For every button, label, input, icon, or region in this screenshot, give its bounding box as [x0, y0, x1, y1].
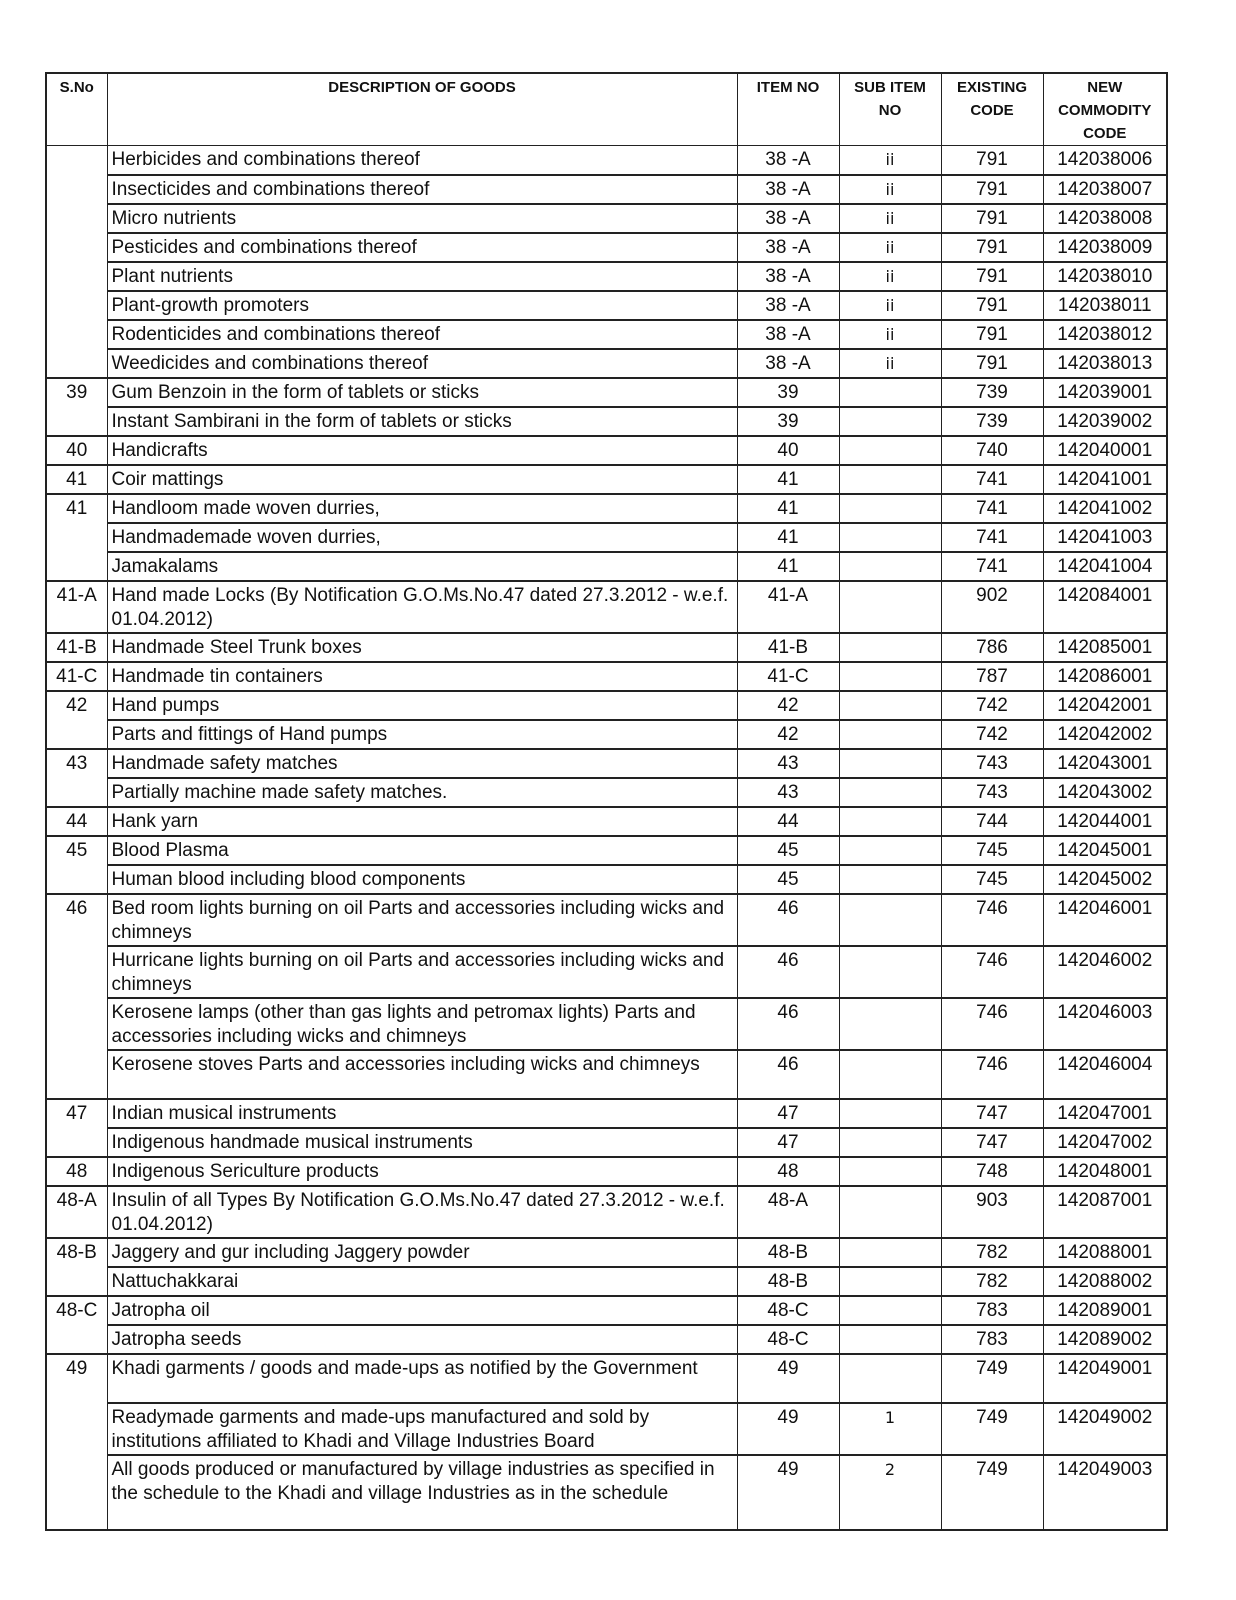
cell-sno: 48	[46, 1157, 107, 1186]
cell-description: Partially machine made safety matches.	[107, 778, 737, 807]
cell-item-no: 45	[737, 865, 839, 894]
cell-existing-code: 791	[941, 291, 1043, 320]
cell-description: Handmade safety matches	[107, 749, 737, 778]
commodity-code-table	[45, 72, 1168, 1531]
cell-new-commodity-code: 142042001	[1043, 691, 1167, 720]
cell-new-commodity-code: 142038006	[1043, 146, 1167, 175]
cell-item-no: 38 -A	[737, 175, 839, 204]
cell-sno: 49	[46, 1354, 107, 1403]
cell-description: Pesticides and combinations thereof	[107, 233, 737, 262]
cell-description: Bed room lights burning on oil Parts and accessories including wicks and chimneys	[107, 894, 737, 946]
cell-existing-code: 741	[941, 465, 1043, 494]
table-row	[46, 836, 1167, 865]
cell-description: Indigenous handmade musical instruments	[107, 1128, 737, 1157]
cell-new-commodity-code: 142043002	[1043, 778, 1167, 807]
cell-new-commodity-code: 142046002	[1043, 946, 1167, 998]
cell-item-no: 38 -A	[737, 146, 839, 175]
table-row	[46, 865, 1167, 894]
cell-sub-item-no	[839, 1354, 941, 1403]
cell-existing-code: 791	[941, 349, 1043, 378]
cell-existing-code: 744	[941, 807, 1043, 836]
cell-item-no: 46	[737, 894, 839, 946]
cell-sub-item-no	[839, 894, 941, 946]
table-row	[46, 807, 1167, 836]
cell-sno	[46, 233, 107, 262]
cell-description: Indian musical instruments	[107, 1099, 737, 1128]
cell-sno: 41-B	[46, 633, 107, 662]
cell-item-no: 48-C	[737, 1296, 839, 1325]
cell-item-no: 38 -A	[737, 291, 839, 320]
table-row	[46, 633, 1167, 662]
table-body	[46, 146, 1167, 1530]
cell-sno	[46, 865, 107, 894]
cell-existing-code: 787	[941, 662, 1043, 691]
cell-sub-item-no: ii	[839, 291, 941, 320]
cell-sno: 41	[46, 465, 107, 494]
cell-sno: 48-C	[46, 1296, 107, 1325]
cell-existing-code: 903	[941, 1186, 1043, 1238]
cell-description: Jamakalams	[107, 552, 737, 581]
cell-item-no: 43	[737, 749, 839, 778]
cell-new-commodity-code: 142088001	[1043, 1238, 1167, 1267]
table-row	[46, 1296, 1167, 1325]
cell-sno: 39	[46, 378, 107, 407]
cell-sno	[46, 778, 107, 807]
cell-description: Parts and fittings of Hand pumps	[107, 720, 737, 749]
table-row	[46, 1354, 1167, 1403]
cell-description: Handmade tin containers	[107, 662, 737, 691]
cell-sub-item-no	[839, 1267, 941, 1296]
cell-sub-item-no: 2	[839, 1455, 941, 1530]
cell-sub-item-no	[839, 749, 941, 778]
cell-sno: 44	[46, 807, 107, 836]
cell-sno: 48-B	[46, 1238, 107, 1267]
cell-item-no: 39	[737, 378, 839, 407]
cell-item-no: 46	[737, 946, 839, 998]
cell-item-no: 41	[737, 494, 839, 523]
cell-description: Hank yarn	[107, 807, 737, 836]
cell-item-no: 49	[737, 1455, 839, 1530]
cell-item-no: 42	[737, 720, 839, 749]
cell-sub-item-no	[839, 378, 941, 407]
cell-description: Coir mattings	[107, 465, 737, 494]
cell-existing-code: 741	[941, 523, 1043, 552]
cell-new-commodity-code: 142088002	[1043, 1267, 1167, 1296]
cell-new-commodity-code: 142044001	[1043, 807, 1167, 836]
cell-sub-item-no	[839, 633, 941, 662]
cell-sno	[46, 1325, 107, 1354]
cell-sno	[46, 720, 107, 749]
cell-description: Handicrafts	[107, 436, 737, 465]
table-row	[46, 1186, 1167, 1238]
cell-new-commodity-code: 142045001	[1043, 836, 1167, 865]
table-row	[46, 778, 1167, 807]
cell-new-commodity-code: 142039002	[1043, 407, 1167, 436]
cell-existing-code: 791	[941, 204, 1043, 233]
table-row	[46, 1050, 1167, 1099]
table-row	[46, 1157, 1167, 1186]
cell-sno: 46	[46, 894, 107, 946]
table-row	[46, 291, 1167, 320]
cell-item-no: 41	[737, 523, 839, 552]
cell-existing-code: 739	[941, 378, 1043, 407]
table-header	[46, 73, 1167, 146]
table-row	[46, 662, 1167, 691]
table-row	[46, 1267, 1167, 1296]
cell-new-commodity-code: 142040001	[1043, 436, 1167, 465]
cell-new-commodity-code: 142046003	[1043, 998, 1167, 1050]
cell-existing-code: 746	[941, 946, 1043, 998]
cell-existing-code: 740	[941, 436, 1043, 465]
cell-existing-code: 739	[941, 407, 1043, 436]
cell-description: Micro nutrients	[107, 204, 737, 233]
cell-description: Khadi garments / goods and made-ups as notified by the Government	[107, 1354, 737, 1403]
cell-item-no: 42	[737, 691, 839, 720]
cell-new-commodity-code: 142041003	[1043, 523, 1167, 552]
cell-existing-code: 791	[941, 262, 1043, 291]
cell-existing-code: 783	[941, 1296, 1043, 1325]
cell-existing-code: 741	[941, 552, 1043, 581]
cell-sub-item-no	[839, 662, 941, 691]
cell-sub-item-no: ii	[839, 204, 941, 233]
cell-sub-item-no: ii	[839, 146, 941, 175]
cell-sno	[46, 1403, 107, 1455]
cell-existing-code: 747	[941, 1128, 1043, 1157]
cell-sno	[46, 552, 107, 581]
cell-new-commodity-code: 142043001	[1043, 749, 1167, 778]
cell-sno: 48-A	[46, 1186, 107, 1238]
table-row	[46, 320, 1167, 349]
cell-sub-item-no: ii	[839, 175, 941, 204]
table-row	[46, 946, 1167, 998]
header-sno: S.No	[46, 73, 107, 146]
cell-item-no: 41	[737, 465, 839, 494]
table-row	[46, 691, 1167, 720]
cell-new-commodity-code: 142038009	[1043, 233, 1167, 262]
cell-item-no: 49	[737, 1403, 839, 1455]
cell-sno	[46, 262, 107, 291]
cell-new-commodity-code: 142049003	[1043, 1455, 1167, 1530]
cell-description: Kerosene lamps (other than gas lights and petromax lights) Parts and accessories including wicks and chimneys	[107, 998, 737, 1050]
header-new-commodity-code: NEW COMMODITY CODE	[1043, 73, 1167, 146]
table-row	[46, 1455, 1167, 1530]
cell-sub-item-no	[839, 1128, 941, 1157]
cell-sub-item-no	[839, 836, 941, 865]
cell-description: Jatropha seeds	[107, 1325, 737, 1354]
cell-sno: 40	[46, 436, 107, 465]
table-row	[46, 349, 1167, 378]
cell-description: Indigenous Sericulture products	[107, 1157, 737, 1186]
cell-existing-code: 743	[941, 749, 1043, 778]
header-description: DESCRIPTION OF GOODS	[107, 73, 737, 146]
cell-item-no: 40	[737, 436, 839, 465]
header-sub-item-no: SUB ITEM NO	[839, 73, 941, 146]
cell-new-commodity-code: 142038010	[1043, 262, 1167, 291]
cell-new-commodity-code: 142038013	[1043, 349, 1167, 378]
cell-item-no: 48-B	[737, 1267, 839, 1296]
cell-sno	[46, 175, 107, 204]
cell-description: Kerosene stoves Parts and accessories including wicks and chimneys	[107, 1050, 737, 1099]
cell-new-commodity-code: 142038007	[1043, 175, 1167, 204]
cell-existing-code: 791	[941, 146, 1043, 175]
table-row	[46, 146, 1167, 175]
cell-description: Insecticides and combinations thereof	[107, 175, 737, 204]
cell-new-commodity-code: 142089001	[1043, 1296, 1167, 1325]
cell-new-commodity-code: 142041002	[1043, 494, 1167, 523]
cell-sno	[46, 946, 107, 998]
table-row	[46, 894, 1167, 946]
cell-sno: 45	[46, 836, 107, 865]
cell-sub-item-no	[839, 946, 941, 998]
cell-new-commodity-code: 142047002	[1043, 1128, 1167, 1157]
cell-sub-item-no	[839, 1325, 941, 1354]
cell-item-no: 38 -A	[737, 320, 839, 349]
table-row	[46, 1099, 1167, 1128]
cell-existing-code: 748	[941, 1157, 1043, 1186]
cell-sub-item-no: ii	[839, 262, 941, 291]
cell-description: Plant-growth promoters	[107, 291, 737, 320]
cell-new-commodity-code: 142047001	[1043, 1099, 1167, 1128]
cell-sub-item-no	[839, 1099, 941, 1128]
cell-description: Gum Benzoin in the form of tablets or sticks	[107, 378, 737, 407]
table-row	[46, 1403, 1167, 1455]
cell-description: Hand made Locks (By Notification G.O.Ms.No.47 dated 27.3.2012 - w.e.f. 01.04.2012)	[107, 581, 737, 633]
cell-description: Nattuchakkarai	[107, 1267, 737, 1296]
cell-existing-code: 747	[941, 1099, 1043, 1128]
cell-sub-item-no	[839, 778, 941, 807]
cell-item-no: 38 -A	[737, 262, 839, 291]
cell-description: Herbicides and combinations thereof	[107, 146, 737, 175]
table-row	[46, 204, 1167, 233]
cell-item-no: 47	[737, 1099, 839, 1128]
cell-sub-item-no: 1	[839, 1403, 941, 1455]
cell-sno	[46, 291, 107, 320]
cell-existing-code: 782	[941, 1267, 1043, 1296]
cell-item-no: 48-C	[737, 1325, 839, 1354]
cell-description: Insulin of all Types By Notification G.O.Ms.No.47 dated 27.3.2012 - w.e.f. 01.04.2012)	[107, 1186, 737, 1238]
cell-sno	[46, 146, 107, 175]
cell-sub-item-no	[839, 1238, 941, 1267]
cell-item-no: 48	[737, 1157, 839, 1186]
cell-sno	[46, 349, 107, 378]
cell-sub-item-no: ii	[839, 320, 941, 349]
cell-sub-item-no	[839, 691, 941, 720]
cell-existing-code: 742	[941, 720, 1043, 749]
cell-new-commodity-code: 142042002	[1043, 720, 1167, 749]
cell-sub-item-no: ii	[839, 233, 941, 262]
cell-existing-code: 791	[941, 175, 1043, 204]
cell-item-no: 47	[737, 1128, 839, 1157]
cell-sub-item-no	[839, 1296, 941, 1325]
cell-sub-item-no	[839, 1157, 941, 1186]
cell-item-no: 48-A	[737, 1186, 839, 1238]
cell-new-commodity-code: 142045002	[1043, 865, 1167, 894]
cell-sno	[46, 1455, 107, 1530]
cell-sub-item-no	[839, 523, 941, 552]
table-row	[46, 1238, 1167, 1267]
cell-new-commodity-code: 142041004	[1043, 552, 1167, 581]
cell-sno	[46, 407, 107, 436]
cell-item-no: 38 -A	[737, 204, 839, 233]
cell-sno: 42	[46, 691, 107, 720]
cell-new-commodity-code: 142048001	[1043, 1157, 1167, 1186]
cell-sub-item-no	[839, 807, 941, 836]
cell-item-no: 49	[737, 1354, 839, 1403]
table-row	[46, 407, 1167, 436]
cell-sno: 43	[46, 749, 107, 778]
cell-new-commodity-code: 142087001	[1043, 1186, 1167, 1238]
cell-sno	[46, 1050, 107, 1099]
cell-new-commodity-code: 142046001	[1043, 894, 1167, 946]
cell-description: Readymade garments and made-ups manufactured and sold by institutions affiliated to Khadi and Village Industries Board	[107, 1403, 737, 1455]
cell-description: Weedicides and combinations thereof	[107, 349, 737, 378]
cell-new-commodity-code: 142041001	[1043, 465, 1167, 494]
cell-sno	[46, 998, 107, 1050]
cell-sub-item-no: ii	[839, 349, 941, 378]
table-row	[46, 436, 1167, 465]
cell-existing-code: 745	[941, 865, 1043, 894]
cell-sno	[46, 523, 107, 552]
cell-sub-item-no	[839, 998, 941, 1050]
header-row	[46, 73, 1167, 146]
cell-item-no: 41	[737, 552, 839, 581]
table-row	[46, 1128, 1167, 1157]
cell-item-no: 43	[737, 778, 839, 807]
header-item-no: ITEM NO	[737, 73, 839, 146]
table-row	[46, 262, 1167, 291]
cell-new-commodity-code: 142046004	[1043, 1050, 1167, 1099]
cell-description: Rodenticides and combinations thereof	[107, 320, 737, 349]
cell-description: Handloom made woven durries,	[107, 494, 737, 523]
cell-existing-code: 746	[941, 998, 1043, 1050]
cell-existing-code: 743	[941, 778, 1043, 807]
table-row	[46, 1325, 1167, 1354]
cell-sub-item-no	[839, 436, 941, 465]
cell-description: Jatropha oil	[107, 1296, 737, 1325]
cell-description: Plant nutrients	[107, 262, 737, 291]
cell-item-no: 38 -A	[737, 349, 839, 378]
cell-item-no: 41-C	[737, 662, 839, 691]
cell-sno	[46, 204, 107, 233]
cell-new-commodity-code: 142086001	[1043, 662, 1167, 691]
cell-existing-code: 745	[941, 836, 1043, 865]
cell-existing-code: 749	[941, 1455, 1043, 1530]
cell-sub-item-no	[839, 865, 941, 894]
cell-sub-item-no	[839, 720, 941, 749]
cell-description: Hurricane lights burning on oil Parts and accessories including wicks and chimneys	[107, 946, 737, 998]
cell-new-commodity-code: 142085001	[1043, 633, 1167, 662]
cell-item-no: 46	[737, 998, 839, 1050]
table-row	[46, 720, 1167, 749]
cell-new-commodity-code: 142089002	[1043, 1325, 1167, 1354]
cell-sub-item-no	[839, 1050, 941, 1099]
cell-sno	[46, 1267, 107, 1296]
cell-item-no: 44	[737, 807, 839, 836]
cell-existing-code: 749	[941, 1403, 1043, 1455]
cell-item-no: 45	[737, 836, 839, 865]
cell-sno: 41	[46, 494, 107, 523]
cell-item-no: 38 -A	[737, 233, 839, 262]
cell-sno	[46, 1128, 107, 1157]
cell-description: Hand pumps	[107, 691, 737, 720]
cell-item-no: 39	[737, 407, 839, 436]
cell-existing-code: 746	[941, 1050, 1043, 1099]
cell-new-commodity-code: 142049001	[1043, 1354, 1167, 1403]
cell-new-commodity-code: 142084001	[1043, 581, 1167, 633]
cell-new-commodity-code: 142038008	[1043, 204, 1167, 233]
cell-item-no: 41-A	[737, 581, 839, 633]
cell-description: Human blood including blood components	[107, 865, 737, 894]
cell-existing-code: 741	[941, 494, 1043, 523]
cell-existing-code: 786	[941, 633, 1043, 662]
cell-existing-code: 783	[941, 1325, 1043, 1354]
cell-sno: 41-C	[46, 662, 107, 691]
cell-description: Blood Plasma	[107, 836, 737, 865]
table-row	[46, 749, 1167, 778]
cell-sub-item-no	[839, 552, 941, 581]
cell-item-no: 48-B	[737, 1238, 839, 1267]
cell-description: Jaggery and gur including Jaggery powder	[107, 1238, 737, 1267]
cell-item-no: 41-B	[737, 633, 839, 662]
cell-existing-code: 746	[941, 894, 1043, 946]
cell-existing-code: 791	[941, 233, 1043, 262]
cell-sub-item-no	[839, 407, 941, 436]
table-row	[46, 523, 1167, 552]
table-row	[46, 581, 1167, 633]
table-row	[46, 494, 1167, 523]
cell-new-commodity-code: 142038011	[1043, 291, 1167, 320]
cell-existing-code: 782	[941, 1238, 1043, 1267]
cell-description: Handmade Steel Trunk boxes	[107, 633, 737, 662]
cell-sub-item-no	[839, 494, 941, 523]
table-row	[46, 233, 1167, 262]
cell-sno	[46, 320, 107, 349]
cell-description: All goods produced or manufactured by village industries as specified in the schedule to the Khadi and village Industries as in the schedule	[107, 1455, 737, 1530]
cell-description: Instant Sambirani in the form of tablets or sticks	[107, 407, 737, 436]
cell-sub-item-no	[839, 1186, 941, 1238]
cell-sno: 47	[46, 1099, 107, 1128]
cell-item-no: 46	[737, 1050, 839, 1099]
table-row	[46, 175, 1167, 204]
table-row	[46, 465, 1167, 494]
cell-description: Handmademade woven durries,	[107, 523, 737, 552]
cell-existing-code: 742	[941, 691, 1043, 720]
cell-existing-code: 902	[941, 581, 1043, 633]
cell-new-commodity-code: 142039001	[1043, 378, 1167, 407]
cell-sno: 41-A	[46, 581, 107, 633]
header-existing-code: EXISTING CODE	[941, 73, 1043, 146]
cell-sub-item-no	[839, 581, 941, 633]
cell-new-commodity-code: 142049002	[1043, 1403, 1167, 1455]
table-row	[46, 378, 1167, 407]
cell-sub-item-no	[839, 465, 941, 494]
cell-existing-code: 749	[941, 1354, 1043, 1403]
cell-new-commodity-code: 142038012	[1043, 320, 1167, 349]
cell-existing-code: 791	[941, 320, 1043, 349]
table-row	[46, 998, 1167, 1050]
table-row	[46, 552, 1167, 581]
